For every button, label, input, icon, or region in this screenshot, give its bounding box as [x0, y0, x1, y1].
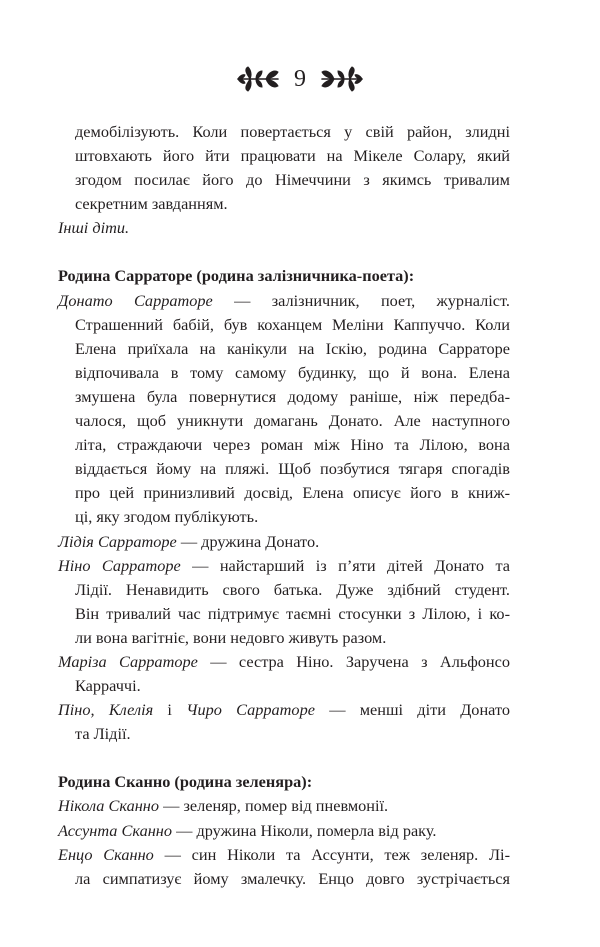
entry-nino-sarratore: [58, 554, 510, 650]
character-name: Ассунта Сканно: [58, 820, 173, 840]
text-line: [58, 554, 510, 578]
text-line: штовхають його йти працювати на Мікеле Солару, який: [75, 146, 510, 166]
text-line: [58, 843, 510, 867]
character-name: Інші діти.: [58, 218, 130, 238]
text-line: Лідії. Ненавидить свого батька. Дуже здібний студент.: [75, 579, 510, 599]
character-name: Чиро Сарраторе: [186, 700, 315, 720]
text-line: [58, 289, 510, 313]
text-line: ли вона вагітніє, вони недовго живуть разом.: [75, 627, 387, 647]
entry-text: — найстарший із п’яти дітей Донато та: [180, 555, 510, 575]
text-line: Страшенний бабій, був коханцем Меліни Каппуччо. Коли: [75, 314, 510, 334]
character-name: Донато Сарраторе: [58, 290, 213, 310]
entry-text: — залізничник, поет, журналіст.: [212, 290, 510, 310]
text-line: відпочивала в тому самому будинку, що й вона. Елена: [75, 362, 510, 382]
conjunction: і: [153, 700, 187, 720]
entry-text: — син Ніколи та Ассунти, теж зеленяр. Лі-: [153, 844, 510, 864]
text-line: Він тривалий час підтримує таємні стосунки з Лілою, і ко-: [75, 603, 510, 623]
text-line: віддається йому на пляжі. Щоб позбутися тягаря спогадів: [75, 459, 510, 479]
text-line: [58, 650, 510, 674]
body-text: [58, 120, 510, 891]
entry-mariza-sarratore: [58, 650, 510, 698]
entry-nicola-scanno: [58, 794, 510, 818]
text-line: Елена приїхала на канікули на Іскію, родина Сарраторе: [75, 338, 510, 358]
text-line: ла симпатизує йому змалечку. Енцо довго зустрічається: [75, 868, 510, 888]
character-name: Нікола Сканно: [58, 796, 160, 816]
entry-continuation: [58, 120, 510, 216]
entry-other-children: [58, 216, 510, 240]
text-line: та Лідії.: [75, 724, 131, 744]
character-name: Ніно Сарраторе: [58, 555, 181, 575]
entry-younger-children: [58, 698, 510, 746]
text-line: літа, страждаючи через роман між Ніно та Лілою, вона: [75, 435, 510, 455]
character-name: Енцо Сканно: [58, 844, 154, 864]
text-line: Карраччі.: [75, 676, 141, 696]
text-line: про цей принизливий досвід, Елена описує його в книж-: [75, 483, 510, 503]
text-line: ці, яку згодом публікують.: [75, 507, 259, 527]
text-line: згодом посилає його до Німеччини з якимсь тривалим: [75, 170, 510, 190]
character-name: Піно, Клелія: [58, 700, 154, 720]
entry-text: — дружина Ніколи, померла від раку.: [172, 820, 437, 840]
entry-text: — зеленяр, помер від пневмонії.: [159, 796, 389, 816]
page-header: [0, 62, 600, 96]
entry-enzo-scanno: [58, 843, 510, 891]
left-floral-ornament-icon: [236, 66, 280, 92]
entry-text: — менші діти Донато: [314, 700, 511, 720]
entry-donato-sarratore: [58, 289, 510, 530]
text-line: демобілізують. Коли повертається у свій район, злидні: [75, 122, 510, 141]
character-name: Лідія Сарраторе: [58, 531, 177, 551]
text-line: секретним завданням.: [75, 194, 228, 214]
text-line: [58, 698, 510, 722]
character-name: Маріза Сарраторе: [58, 651, 198, 671]
entry-text: — дружина Донато.: [176, 531, 320, 551]
right-floral-ornament-icon: [320, 66, 364, 92]
spacer: [58, 746, 510, 770]
entry-assunta-scanno: [58, 819, 510, 843]
text-line: чалося, щоб уникнути домагань Донато. Але наступного: [75, 411, 510, 431]
section-heading-scanno: Родина Сканно (родина зеленяра):: [58, 772, 313, 792]
section-heading-sarratore: Родина Сарраторе (родина залізничника-поета):: [58, 266, 415, 286]
entry-lidia-sarratore: [58, 530, 510, 554]
text-line: змушена була повернутися додому раніше, ніж передба-: [75, 386, 510, 406]
entry-text: — сестра Ніно. Заручена з Альфонсо: [197, 651, 511, 671]
page-number: 9: [294, 66, 306, 92]
spacer: [58, 240, 510, 264]
